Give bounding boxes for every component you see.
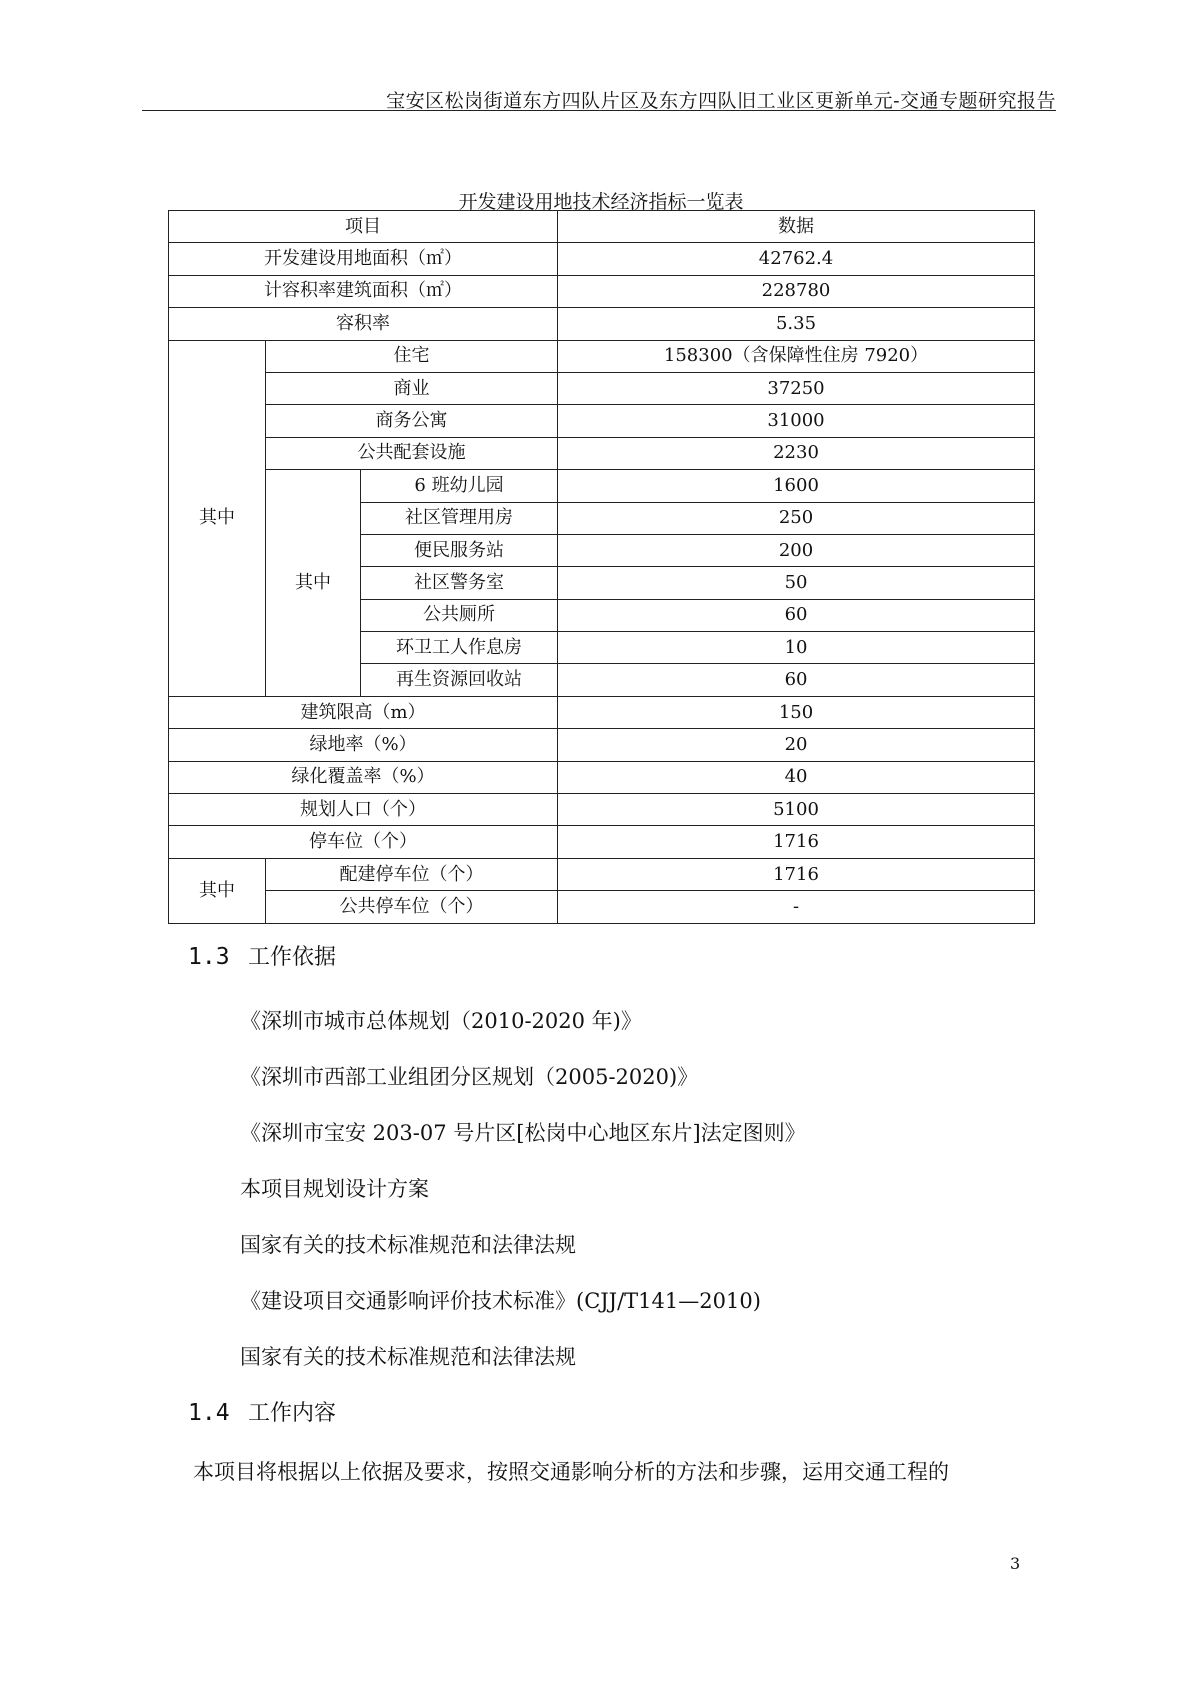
row-label: 计容积率建筑面积（㎡） <box>169 275 558 307</box>
row-label: 绿地率（%） <box>169 729 558 761</box>
table-row <box>169 761 1035 793</box>
row-value: 42762.4 <box>558 243 1035 275</box>
page-number: 3 <box>1010 1554 1021 1573</box>
table-row <box>169 340 1035 372</box>
row-label: 开发建设用地面积（㎡） <box>169 243 558 275</box>
row-value: 2230 <box>558 437 1035 469</box>
table-row <box>169 437 1035 469</box>
row-label: 社区管理用房 <box>361 502 558 534</box>
row-value: 228780 <box>558 275 1035 307</box>
row-label: 商业 <box>266 372 558 404</box>
row-value: 158300（含保障性住房 7920） <box>558 340 1035 372</box>
row-value: 37250 <box>558 372 1035 404</box>
group-label: 其中 <box>169 340 266 696</box>
row-label: 社区警务室 <box>361 567 558 599</box>
row-value: 5100 <box>558 794 1035 826</box>
table-row <box>169 858 1035 890</box>
row-value: 31000 <box>558 405 1035 437</box>
table-row <box>169 243 1035 275</box>
row-label: 配建停车位（个） <box>266 858 558 890</box>
row-label: 公共配套设施 <box>266 437 558 469</box>
basis-item: 《深圳市城市总体规划（2010-2020 年)》 <box>240 1009 642 1033</box>
row-value: 60 <box>558 664 1035 696</box>
row-value: 1716 <box>558 826 1035 858</box>
row-value: 1600 <box>558 470 1035 502</box>
section-heading-1-4 <box>188 1396 336 1427</box>
row-label: 容积率 <box>169 308 558 340</box>
row-value: 150 <box>558 696 1035 728</box>
row-label: 公共厕所 <box>361 599 558 631</box>
row-label: 再生资源回收站 <box>361 664 558 696</box>
group-label: 其中 <box>169 858 266 923</box>
table-caption: 开发建设用地技术经济指标一览表 <box>458 191 744 213</box>
basis-item: 国家有关的技术标准规范和法律法规 <box>240 1233 576 1257</box>
row-label: 公共停车位（个） <box>266 891 558 923</box>
basis-item: 国家有关的技术标准规范和法律法规 <box>240 1345 576 1369</box>
basis-item: 《建设项目交通影响评价技术标准》(CJJ/T141—2010) <box>240 1289 761 1313</box>
row-value: 1716 <box>558 858 1035 890</box>
indicators-table <box>168 210 1035 924</box>
row-value: 250 <box>558 502 1035 534</box>
table-row <box>169 729 1035 761</box>
row-label: 停车位（个） <box>169 826 558 858</box>
row-value: 40 <box>558 761 1035 793</box>
header-item: 项目 <box>169 211 558 243</box>
running-header: 宝安区松岗街道东方四队片区及东方四队旧工业区更新单元-交通专题研究报告 <box>386 90 1056 112</box>
table-row <box>169 275 1035 307</box>
row-label: 环卫工人作息房 <box>361 632 558 664</box>
basis-item: 本项目规划设计方案 <box>240 1177 429 1201</box>
row-label: 商务公寓 <box>266 405 558 437</box>
row-value: 20 <box>558 729 1035 761</box>
header-data: 数据 <box>558 211 1035 243</box>
group-label: 其中 <box>266 470 361 697</box>
body-paragraph: 本项目将根据以上依据及要求，按照交通影响分析的方法和步骤，运用交通工程的 <box>193 1460 949 1484</box>
basis-item: 《深圳市西部工业组团分区规划（2005-2020)》 <box>240 1065 699 1089</box>
section-title: 工作内容 <box>248 1401 337 1426</box>
row-label: 绿化覆盖率（%） <box>169 761 558 793</box>
header-rule <box>142 110 1056 111</box>
section-heading-1-3 <box>188 940 336 971</box>
table-row <box>169 826 1035 858</box>
table-row <box>169 372 1035 404</box>
row-value: - <box>558 891 1035 923</box>
section-number: 1.3 <box>188 944 230 970</box>
table-row <box>169 696 1035 728</box>
row-value: 10 <box>558 632 1035 664</box>
row-label: 住宅 <box>266 340 558 372</box>
section-title: 工作依据 <box>248 945 337 970</box>
row-label: 便民服务站 <box>361 534 558 566</box>
row-value: 60 <box>558 599 1035 631</box>
row-value: 5.35 <box>558 308 1035 340</box>
table-header-row <box>169 211 1035 243</box>
section-number: 1.4 <box>188 1400 230 1426</box>
basis-item: 《深圳市宝安 203-07 号片区[松岗中心地区东片]法定图则》 <box>240 1121 806 1145</box>
table-row <box>169 891 1035 923</box>
row-value: 200 <box>558 534 1035 566</box>
table-row <box>169 470 1035 502</box>
row-label: 6 班幼儿园 <box>361 470 558 502</box>
row-label: 建筑限高（m） <box>169 696 558 728</box>
row-label: 规划人口（个） <box>169 794 558 826</box>
table-row <box>169 405 1035 437</box>
table-row <box>169 794 1035 826</box>
row-value: 50 <box>558 567 1035 599</box>
table-row <box>169 308 1035 340</box>
